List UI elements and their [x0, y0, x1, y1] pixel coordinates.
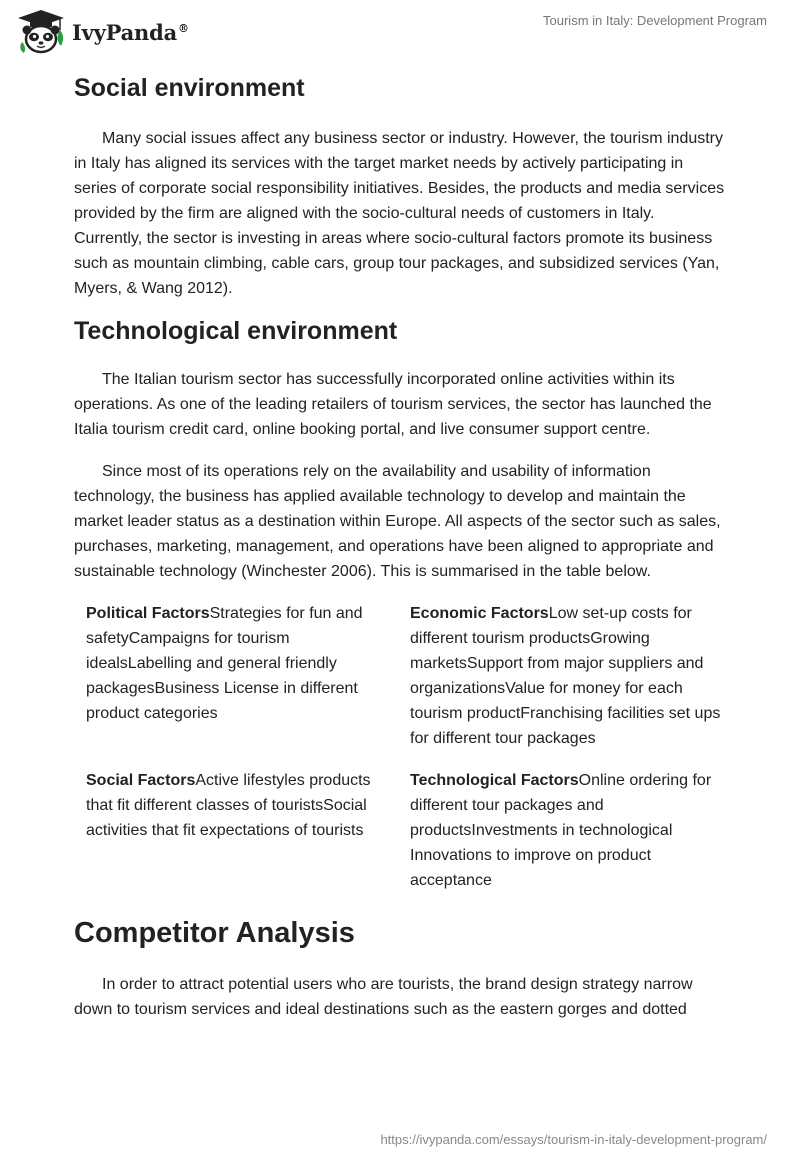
table-cell-economic [410, 601, 722, 751]
document-title: Tourism in Italy: Development Program [543, 13, 767, 28]
panda-graduate-icon [14, 8, 68, 56]
paragraph-competitor: In order to attract potential users who are tourists, the brand design strategy narrow down to tourism services and ideal destinations such as the eastern gorges and dotted [74, 975, 693, 1018]
cell-title: Technological Factors [410, 772, 579, 789]
table-cell-political [86, 601, 398, 751]
table-cell-technological [410, 768, 722, 893]
cell-text: Strategies for fun and safetyCampaigns for tourism idealsLabelling and general friendly packagesBusiness License in different product categories [86, 605, 363, 722]
page-header [0, 0, 800, 62]
cell-text: Online ordering for different tour packages and productsInvestments in technological Innovations to improve on product acceptance [410, 772, 712, 889]
section-heading-competitor: Competitor Analysis [74, 917, 355, 949]
section-heading-social: Social environment [74, 74, 305, 102]
source-url-link[interactable]: https://ivypanda.com/essays/tourism-in-italy-development-program/ [380, 1132, 767, 1147]
section-heading-technological: Technological environment [74, 317, 398, 345]
cell-text: Active lifestyles products that fit different classes of touristsSocial activities that fit expectations of tourists [86, 772, 371, 839]
ivypanda-logo[interactable] [14, 8, 189, 56]
cell-title: Economic Factors [410, 605, 549, 622]
paragraph-social: Many social issues affect any business sector or industry. However, the tourism industry in Italy has aligned its services with the target market needs by actively participating in series of corporate social responsibility initiatives. Besides, the products and media services provided by the firm are aligned with the socio-cultural needs of customers in Italy. Currently, the sector is investing in areas where socio-cultural factors promote its business such as mountain climbing, cable cars, group tour packages, and subsidized services (Yan, Myers, & Wang 2012). [74, 130, 725, 297]
cell-title: Social Factors [86, 772, 196, 789]
essay-content [74, 70, 726, 1022]
brand-name: IvyPanda® [72, 19, 189, 45]
cell-text: Low set-up costs for different tourism productsGrowing marketsSupport from major suppliers and organizationsValue for money for each tourism productFranchising facilities set ups for different tour packages [410, 605, 721, 747]
paragraph-technological-1: The Italian tourism sector has successfully incorporated online activities within its operations. As one of the leading retailers of tourism services, the sector has launched the Italia tourism credit card, online booking portal, and live consumer support centre. [74, 371, 712, 438]
paragraph-technological-2: Since most of its operations rely on the availability and usability of information technology, the business has applied available technology to develop and maintain the market leader status as a destination within Europe. All aspects of the sector such as sales, purchases, marketing, management, and operations have been aligned to appropriate and sustainable technology (Winchester 2006). This is summarised in the table below. [74, 463, 721, 580]
cell-title: Political Factors [86, 605, 210, 622]
table-cell-social [86, 768, 398, 893]
pest-table [74, 601, 726, 893]
